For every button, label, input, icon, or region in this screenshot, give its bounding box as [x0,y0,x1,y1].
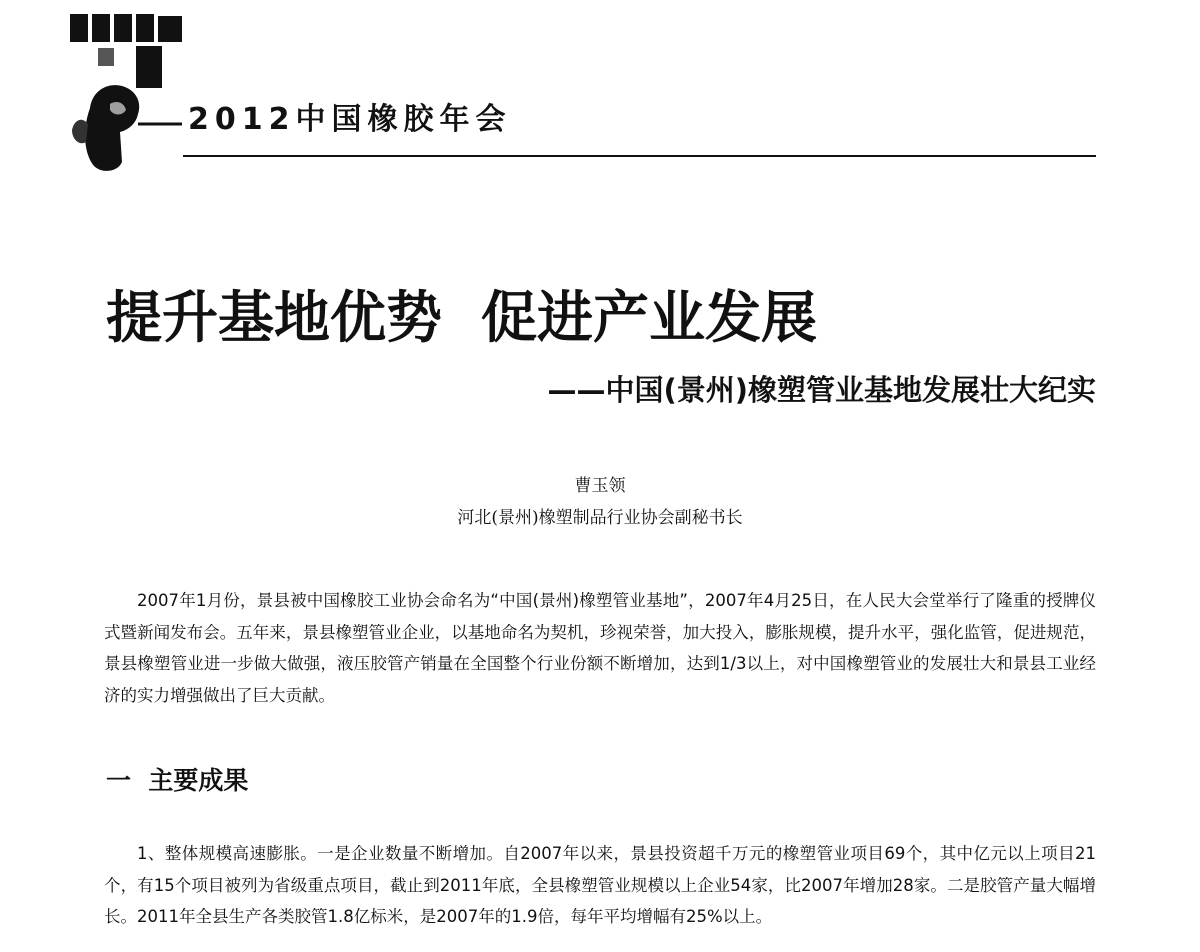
conference-logo-icon [62,12,182,177]
author-name: 曹玉领 [574,476,626,496]
author-affiliation: 河北(景州)橡塑制品行业协会副秘书长 [457,508,743,528]
header-divider [183,155,1096,157]
body-paragraph-intro: 2007年1月份，景县被中国橡胶工业协会命名为“中国(景州)橡塑管业基地”，2007年4月25日，在人民大会堂举行了隆重的授牌仪式暨新闻发布会。五年来，景县橡塑管业企业，以基地命名为契机，珍视荣誉，加大投入，膨胀规模，提升水平，强化监管，促进规范，景县橡塑管业进一步做大做强，液压胶管产销量在全国整个行业份额不断增加，达到1/3以上，对中国橡塑管业的发展壮大和景县工业经济的实力增强做出了巨大贡献。 [104,591,1096,705]
conference-header-title: 2012中国橡胶年会 [188,102,512,137]
body-paragraph-achievements: 1、整体规模高速膨胀。一是企业数量不断增加。自2007年以来，景县投资超千万元的橡塑管业项目69个，其中亿元以上项目21个，有15个项目被列为省级重点项目，截止到2011年底，全县橡塑管业规模以上企业54家，比2007年增加28家。二是胶管产量大幅增长。2011年全县生产各类胶管1.8亿标米，是2007年的1.9倍，每年平均增幅有25%以上。 [104,844,1096,926]
section-heading: 一 主要成果 [106,766,249,795]
article-title: 提升基地优势 促进产业发展 [106,286,817,351]
article-subtitle: ——中国(景州)橡塑管业基地发展壮大纪实 [547,373,1096,407]
